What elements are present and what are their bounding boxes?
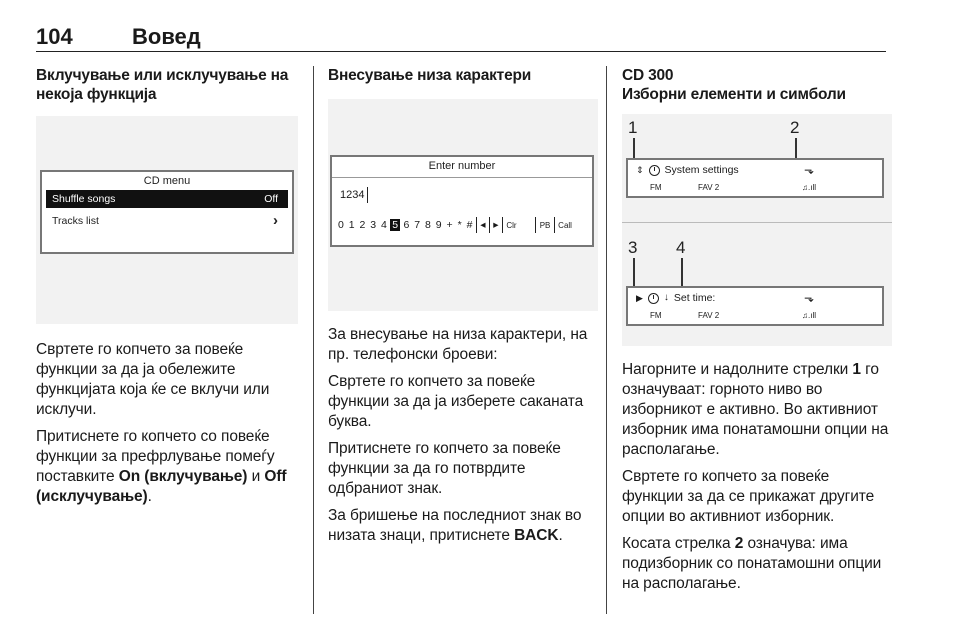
callout-line — [681, 258, 683, 288]
updown-arrows-icon: ⇕ — [636, 164, 644, 175]
enter-number-screen — [330, 155, 594, 247]
system-settings-screen — [626, 158, 884, 198]
separator — [554, 217, 555, 233]
screen-title: CD menu — [143, 175, 191, 187]
paragraph — [36, 427, 298, 507]
subitem-arrow-icon: ⬎ — [803, 163, 814, 177]
separator — [476, 217, 477, 233]
paragraph: Свртете го копчето за повеќе функции за да се прикажат другите опции во активниот изборник. — [622, 468, 875, 525]
bold-text: Off (исклучување) — [36, 468, 287, 505]
left-cursor-icon: ◂ — [480, 219, 486, 231]
column-3-heading: CD 300 — [622, 67, 674, 84]
call-key: Call — [558, 220, 572, 230]
band-label: FM — [650, 183, 662, 192]
paragraph: Притиснете го копчето за повеќе функции за да го потврдите одбраниот знак. — [328, 440, 561, 497]
section-title: Вовед — [132, 24, 201, 49]
screen-status-row — [650, 310, 874, 322]
clock-icon — [649, 165, 660, 176]
text: Притиснете го копчето со повеќе функции за префрлување помеѓу поставките — [36, 428, 275, 485]
screen-title: Set time: — [673, 292, 716, 304]
entered-digits: 1234 — [340, 187, 368, 203]
screen-title: System settings — [664, 164, 739, 176]
favourite-label: FAV 2 — [698, 183, 720, 192]
screen-status-row — [650, 182, 874, 194]
clear-key: Clr — [506, 220, 517, 230]
bold-text: 2 — [734, 535, 744, 552]
paragraph: За внесување на низа карактери, на пр. телефонски броеви: — [328, 326, 588, 363]
column-2-heading: Внесување низа карактери — [328, 67, 532, 84]
text: . — [147, 488, 152, 505]
menu-row-label: Tracks list — [52, 215, 99, 227]
callout-4: 4 — [676, 238, 686, 257]
column-3-subheading: Изборни елементи и симболи — [622, 86, 846, 103]
screen-top-row — [636, 291, 874, 305]
phonebook-key: PB — [539, 220, 551, 230]
enter-number-figure — [328, 99, 598, 311]
column-3 — [622, 66, 892, 601]
right-arrow-icon: ▶ — [636, 293, 643, 303]
paragraph: Свртете го копчето за повеќе функции за да ја обележите функцијата која ќе се вклучи или исклучи. — [36, 341, 270, 418]
callout-2: 2 — [790, 118, 800, 137]
paragraph — [328, 506, 598, 546]
menu-row-label: Shuffle songs — [52, 193, 116, 205]
char-group: 0 1 2 3 4 — [338, 219, 387, 231]
favourite-label: FAV 2 — [698, 311, 720, 320]
right-arrow-icon: › — [273, 212, 278, 229]
screen-title: Enter number — [428, 160, 496, 172]
column-divider — [313, 66, 314, 614]
bold-text: On (вклучување) — [118, 468, 248, 485]
right-cursor-icon: ▸ — [493, 219, 499, 231]
column-divider — [606, 66, 607, 614]
cd-menu-figure — [36, 116, 298, 324]
bold-text: BACK — [514, 527, 559, 544]
cd-menu-screen — [40, 170, 294, 254]
set-time-screen — [626, 286, 884, 326]
screen-top-row — [636, 163, 874, 177]
paragraph — [622, 534, 892, 594]
text: и — [247, 468, 265, 485]
separator — [489, 217, 490, 233]
callout-3: 3 — [628, 238, 638, 257]
text: За бришење на последниот знак во низата знаци, притиснете — [328, 507, 582, 544]
menu-symbols-figure — [622, 114, 892, 346]
figure-divider — [622, 222, 892, 223]
music-signal-icon: ♫.ıll — [802, 183, 816, 192]
subitem-arrow-icon: ⬎ — [803, 291, 814, 305]
char-group: 6 7 8 9 + * # — [403, 219, 473, 231]
text: . — [558, 527, 563, 544]
page-header — [36, 20, 886, 52]
music-signal-icon: ♫.ıll — [802, 311, 816, 320]
separator — [502, 217, 503, 233]
menu-row-value: Off — [264, 193, 278, 205]
band-label: FM — [650, 311, 662, 320]
column-2 — [328, 66, 598, 553]
column-1-heading: Вклучување или исклучување на некоја функција — [36, 67, 289, 103]
menu-row-shuffle — [46, 190, 288, 208]
page-number: 104 — [36, 24, 73, 49]
bold-text: 1 — [852, 361, 861, 378]
callout-1: 1 — [628, 118, 638, 137]
text: го означуваат: горното ниво во изборникот е активно. Во активниот изборник има понатамошни опции на располагање. — [622, 361, 889, 458]
column-1 — [36, 66, 298, 514]
text: означува: има подизборник со понатамошни опции на располагање. — [622, 535, 882, 592]
paragraph: Свртете го копчето за повеќе функции за да ја изберете саканата буква. — [328, 373, 584, 430]
separator — [535, 217, 536, 233]
down-arrow-icon: ↓ — [663, 292, 669, 303]
text: Косата стрелка — [622, 535, 735, 552]
menu-row-tracks — [46, 212, 288, 230]
clock-icon — [648, 293, 659, 304]
callout-line — [633, 138, 635, 160]
paragraph — [622, 360, 892, 460]
screen-divider — [332, 177, 592, 178]
callout-line — [795, 138, 797, 160]
callout-line — [633, 258, 635, 288]
selected-char: 5 — [392, 219, 399, 231]
character-row — [338, 217, 572, 233]
text: Нагорните и надолните стрелки — [622, 361, 853, 378]
